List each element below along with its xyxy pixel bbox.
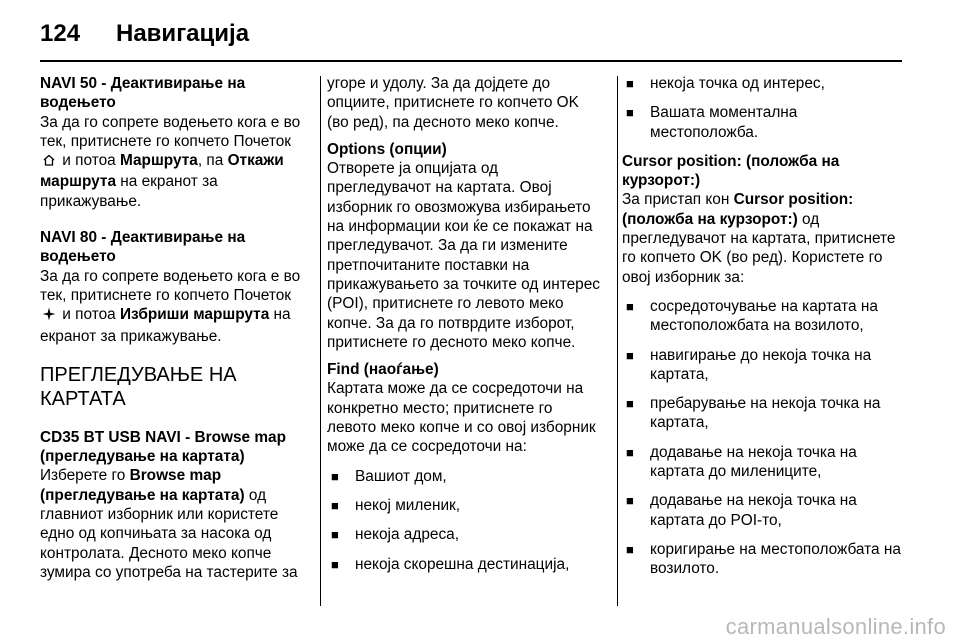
paragraph-cursor xyxy=(622,190,904,286)
column-1 xyxy=(40,74,312,582)
bullet-icon: ■ xyxy=(626,493,634,509)
list-item: ■ додавање на некоја точка на картата до милениците, xyxy=(626,443,857,481)
text: , па xyxy=(197,152,228,170)
list-item: ■ некоја скорешна дестинација, xyxy=(331,555,570,573)
text: За да го сопрете водењето кога е во тек, притиснете го копчето Почеток xyxy=(40,267,301,304)
bold-term: Избриши маршрута xyxy=(119,306,270,324)
list-item: ■ некоја точка од интерес, xyxy=(626,75,825,92)
list-item: ■ некоја адреса, xyxy=(331,526,459,544)
list-item: ■ додавање на некоја точка на картата до POI-то, xyxy=(626,492,857,529)
page-title: Навигација xyxy=(116,20,250,47)
bullet-icon: ■ xyxy=(331,468,339,484)
column-divider-2 xyxy=(617,76,618,606)
watermark: carmanualsonline.info xyxy=(725,614,946,639)
bullet-icon: ■ xyxy=(626,396,634,412)
paragraph-navi80 xyxy=(40,267,312,346)
paragraph-continued: угоре и удолу. За да дојдете до опциите, притиснете го копчето OK (во ред), па десното меко копче. xyxy=(327,75,579,131)
section-title-cd35: CD35 BT USB NAVI - Browse map (прегледување на картата) xyxy=(40,428,287,466)
text: За да го сопрете водењето кога е во тек, притиснете го копчето Почеток xyxy=(40,113,301,150)
text: Изберете го xyxy=(40,467,130,485)
section-title-options: Options (опции) xyxy=(327,140,447,158)
bullet-icon: ■ xyxy=(626,105,634,121)
list-item: ■ некој миленик, xyxy=(331,496,461,514)
paragraph-cd35 xyxy=(40,466,312,582)
page-header xyxy=(40,14,900,54)
list-item: ■ сосредоточување на картата на местоположбата на возилото, xyxy=(626,297,878,335)
header-rule xyxy=(40,60,902,62)
list-item: ■ Вашиот дом, xyxy=(331,467,447,485)
section-title-cursor: Cursor position: (положба на курзорот:) xyxy=(622,152,840,190)
text: на екранот за прикажување. xyxy=(40,306,291,345)
bold-term: Маршрута xyxy=(119,152,198,170)
text: од прегледувачот на картата, притиснете го копчето OK (во ред). Користете го овој изборник за: xyxy=(622,210,896,286)
column-2 xyxy=(327,74,603,584)
list-item: ■ коригирање на местоположбата на возилото. xyxy=(626,540,901,578)
list-item: ■ пребарување на некоја точка на картата, xyxy=(626,395,881,432)
text: За пристап кон xyxy=(622,191,734,209)
bold-term: Откажи маршрута xyxy=(40,152,284,191)
bullet-icon: ■ xyxy=(626,541,634,557)
paragraph-navi50 xyxy=(40,113,312,211)
bullet-icon: ■ xyxy=(626,347,634,363)
text: и потоа xyxy=(58,152,120,170)
section-heading-browse: ПРЕГЛЕДУВАЊЕ НА КАРТАТА xyxy=(40,363,237,410)
bold-term: Browse map (прегледување на картата) xyxy=(40,467,245,504)
bold-term: Cursor position: (положба на курзорот:) xyxy=(622,191,854,228)
home-icon xyxy=(42,153,56,172)
bullet-icon: ■ xyxy=(331,527,339,543)
section-title-find: Find (наоѓање) xyxy=(327,361,439,379)
plus-cross-icon xyxy=(42,307,56,326)
section-title-navi50: NAVI 50 - Деактивирање на водењето xyxy=(40,75,246,112)
text: на екранот за прикажување. xyxy=(40,173,218,210)
paragraph-find: Картата може да се сосредоточи на конкретно место; притиснете го левото меко копче и со овој изборник може да се сосредоточи на: xyxy=(327,380,596,456)
section-title-navi80: NAVI 80 - Деактивирање на водењето xyxy=(40,229,246,266)
bullet-icon: ■ xyxy=(331,497,339,513)
bullet-icon: ■ xyxy=(626,298,634,314)
text: и потоа xyxy=(58,306,120,324)
column-divider-1 xyxy=(320,76,321,606)
bullet-icon: ■ xyxy=(626,76,634,91)
list-item: ■ Вашата моментална местоположба. xyxy=(626,104,798,141)
column-3 xyxy=(622,74,904,589)
page-number: 124 xyxy=(40,20,81,47)
paragraph-options: Отворете ја опцијата од прегледувачот на картата. Овој изборник го овозможува избирањето на информации кои ќе се покажат на прегледувачот. За да ги измените претпочитаните поставки на прикажувањето за точките од интерес (POI), притиснете го левото меко копче. За да го потврдите изборот, притиснете го десното меко копче. xyxy=(327,160,600,351)
text: од главниот изборник или користете едно од копчињата за насока од контролата. Десното меко копче зумира со употреба на тастерите за xyxy=(40,486,298,581)
bullet-icon: ■ xyxy=(331,556,339,572)
list-item: ■ навигирање до некоја точка на картата, xyxy=(626,346,872,383)
bullet-icon: ■ xyxy=(626,444,634,460)
